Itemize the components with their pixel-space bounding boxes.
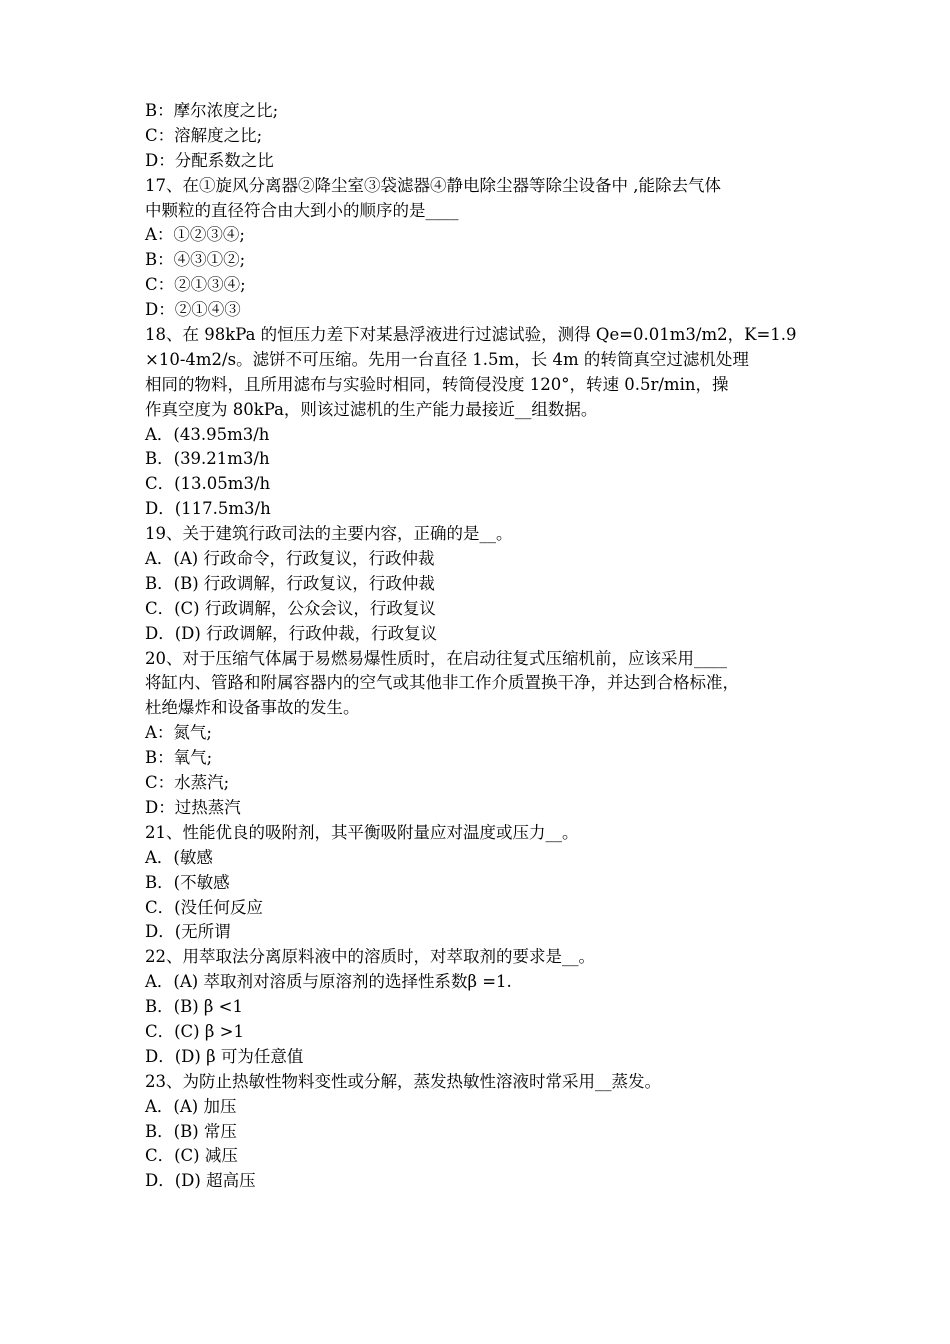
option-c-21: C．(没任何反应 [145,897,264,917]
option-b-20: B：氧气; [145,748,213,768]
option-b-18: B．(39.21m3/h [145,449,270,469]
option-a-21: A．(敏感 [145,847,213,867]
option-d-18: D．(117.5m3/h [145,499,271,519]
option-a-18: A．(43.95m3/h [145,424,270,444]
option-b-23: B．(B) 常压 [145,1121,237,1141]
option-a-19: A．(A) 行政命令，行政复议，行政仲裁 [145,549,435,569]
option-b-19: B．(B) 行政调解，行政复议，行政仲裁 [145,573,435,593]
question-18-line-1: 18、在 98kPa 的恒压力差下对某悬浮液进行过滤试验，测得 Qe=0.01m3/m2，K=1.9 [145,325,797,345]
option-a-22: A．(A) 萃取剂对溶质与原溶剂的选择性系数β =1. [145,972,512,992]
question-20-line-2: 将缸内、管路和附属容器内的空气或其他非工作介质置换干净，并达到合格标准， [145,673,739,693]
option-d-21: D．(无所谓 [145,922,231,942]
question-21: 21、性能优良的吸附剂，其平衡吸附量应对温度或压力__。 [145,822,579,842]
option-b-21: B．(不敏感 [145,872,230,892]
question-22: 22、用萃取法分离原料液中的溶质时，对萃取剂的要求是__。 [145,947,595,967]
option-c-18: C．(13.05m3/h [145,474,271,494]
question-19: 19、关于建筑行政司法的主要内容，正确的是__。 [145,524,513,544]
option-b-16: B：摩尔浓度之比; [145,101,279,120]
option-b-17: B：④③①②; [145,250,246,270]
option-a-17: A：①②③④; [145,225,245,245]
question-17-line-2: 中颗粒的直径符合由大到小的顺序的是____ [145,200,459,220]
option-a-23: A．(A) 加压 [145,1096,237,1116]
option-c-22: C．(C) β >1 [145,1021,244,1041]
option-c-23: C．(C) 减压 [145,1146,238,1166]
option-c-16: C：溶解度之比; [145,125,263,145]
option-d-19: D．(D) 行政调解，行政仲裁，行政复议 [145,623,438,643]
option-d-22: D．(D) β 可为任意值 [145,1046,304,1066]
option-a-20: A：氮气; [145,723,212,743]
option-c-17: C：②①③④; [145,275,246,295]
question-20-line-1: 20、对于压缩气体属于易燃易爆性质时，在启动往复式压缩机前，应该采用____ [145,648,727,668]
question-23: 23、为防止热敏性物料变性或分解，蒸发热敏性溶液时常采用__蒸发。 [145,1071,661,1091]
question-18-line-4: 作真空度为 80kPa，则该过滤机的生产能力最接近__组数据。 [145,399,598,419]
question-18-line-3: 相同的物料，且所用滤布与实验时相同，转筒侵没度 120°，转速 0.5r/min，操 [145,374,729,394]
option-d-20: D：过热蒸汽 [145,797,241,817]
option-d-23: D．(D) 超高压 [145,1171,256,1191]
option-b-22: B．(B) β <1 [145,997,243,1017]
option-d-16: D：分配系数之比 [145,150,274,170]
option-c-19: C．(C) 行政调解，公众会议，行政复议 [145,598,436,618]
option-c-20: C：水蒸汽; [145,773,230,793]
question-20-line-3: 杜绝爆炸和设备事故的发生。 [145,698,360,718]
option-d-17: D：②①④③ [145,300,241,320]
question-17-line-1: 17、在①旋风分离器②降尘室③袋滤器④静电除尘器等除尘设备中 ,能除去气体 [145,175,721,195]
question-18-line-2: ×10-4m2/s。滤饼不可压缩。先用一台直径 1.5m，长 4m 的转筒真空过滤机处理 [145,349,749,369]
document-page [145,99,810,1194]
